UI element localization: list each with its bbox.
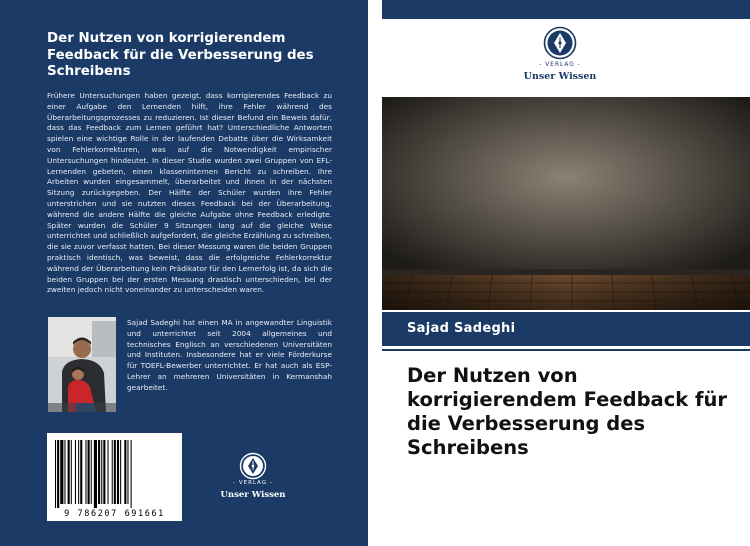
- barcode-bar: [80, 440, 82, 504]
- barcode-bar: [91, 440, 92, 504]
- fountain-pen-nib-icon: [214, 452, 292, 482]
- barcode-bar: [101, 440, 102, 504]
- author-bio: Sajad Sadeghi hat einen MA in angewandter Linguistik und unterrichtet seit 2004 allgemeines und technisches Englisch an verschiedenen Universitäten und Instituten. Insbesondere hat er viele Förderkurse für TOEFL-Bewerber unterrichtet. Er hat auch als ESP-Lehrer an mehreren Universitäten in Kermanshah gearbeitet.: [127, 318, 332, 392]
- barcode-bar: [78, 440, 79, 504]
- barcode-bar: [94, 440, 97, 508]
- barcode-bar: [57, 440, 59, 508]
- barcode-bar: [108, 440, 109, 504]
- author-photo-illustration: [48, 317, 116, 412]
- cover-image: [382, 97, 750, 310]
- barcode-bars: [47, 433, 182, 509]
- publisher-verlag-label: - VERLAG -: [233, 480, 273, 486]
- back-cover: [0, 0, 368, 546]
- barcode-bar: [98, 440, 100, 504]
- barcode-bar: [127, 440, 128, 504]
- front-cover: [382, 0, 750, 546]
- author-photo: [48, 317, 116, 412]
- author-name: Sajad Sadeghi: [407, 321, 516, 336]
- barcode-bar: [112, 440, 113, 504]
- publisher-verlag-label: - VERLAG -: [539, 62, 581, 68]
- barcode-bar: [64, 440, 65, 504]
- barcode-bar: [103, 440, 105, 504]
- barcode-bar: [117, 440, 119, 504]
- front-top-bar: [382, 0, 750, 19]
- isbn-number: 9 786207 691661: [64, 509, 165, 519]
- publisher-name: Unser Wissen: [523, 71, 597, 82]
- divider: [382, 349, 750, 351]
- barcode-bar: [85, 440, 86, 504]
- back-cover-title: Der Nutzen von korrigierendem Feedback für die Verbesserung des Schreibens: [47, 31, 314, 79]
- barcode-bar: [114, 440, 116, 504]
- isbn-barcode: [47, 433, 182, 521]
- empty-room-image: [382, 97, 750, 310]
- fountain-pen-nib-icon: [514, 26, 606, 62]
- barcode-bar: [88, 440, 90, 504]
- publisher-logo-back: [214, 452, 292, 500]
- barcode-bar: [131, 440, 132, 508]
- front-cover-title: Der Nutzen von korrigierendem Feedback für die Verbesserung des Schreibens: [407, 364, 727, 459]
- barcode-bar: [124, 440, 126, 504]
- barcode-bar: [71, 440, 72, 504]
- barcode-bar: [120, 440, 121, 504]
- barcode-bar: [55, 440, 56, 508]
- publisher-logo-front: [514, 26, 606, 84]
- publisher-name: Unser Wissen: [220, 490, 286, 500]
- barcode-bar: [75, 440, 76, 504]
- barcode-bar: [60, 440, 63, 504]
- barcode-bar: [68, 440, 70, 504]
- author-band: [382, 312, 750, 346]
- back-cover-blurb: Frühere Untersuchungen haben gezeigt, dass korrigierendes Feedback zu einer Aufgabe den Lernenden hilft, ihre Fehler während des Überarbeitungsprozesses zu reduzieren. Ist dieser Befund ein Beweis dafür, dass das Feedback zum Lernen geführt hat? Unterschiedliche Antworten spielen eine wichtige Rolle in der laufenden Debatte über die Wirksamkeit von Fehlerkorrekturen, was auf die Notwendigkeit empirischer Untersuchungen hindeutet. In dieser Studie wurden zwei Gruppen von EFL-Lernenden gebeten, einen klasseninternen Bericht zu schreiben. Ihre Arbeiten wurden eingesammelt, überarbeitet und ihnen in der nächsten Sitzung zurückgegeben. Der Hälfte der Schüler wurden ihre Fehler unterstrichen und sie nutzten dieses Feedback bei der Überarbeitung, während die andere Hälfte die gleiche Aufgabe ohne Feedback erledigte. Später wurden die Schüler 9 Sitzungen lang auf die gleiche Weise unterrichtet und schließlich aufgefordert, die gleiche Erzählung zu schreiben, die sie zuvor verfasst hatten. Bei dieser Messung waren die beiden Gruppen praktisch identisch, was beweist, dass die erfolgreiche Fehlerkorrektur während der Überarbeitung kein Prädikator für den Lernerfolg ist, da sich die beiden Gruppen bei der ersten Messung drastisch unterschieden, bei der zweiten jedoch nicht voneinander zu unterscheiden waren.: [47, 91, 332, 295]
